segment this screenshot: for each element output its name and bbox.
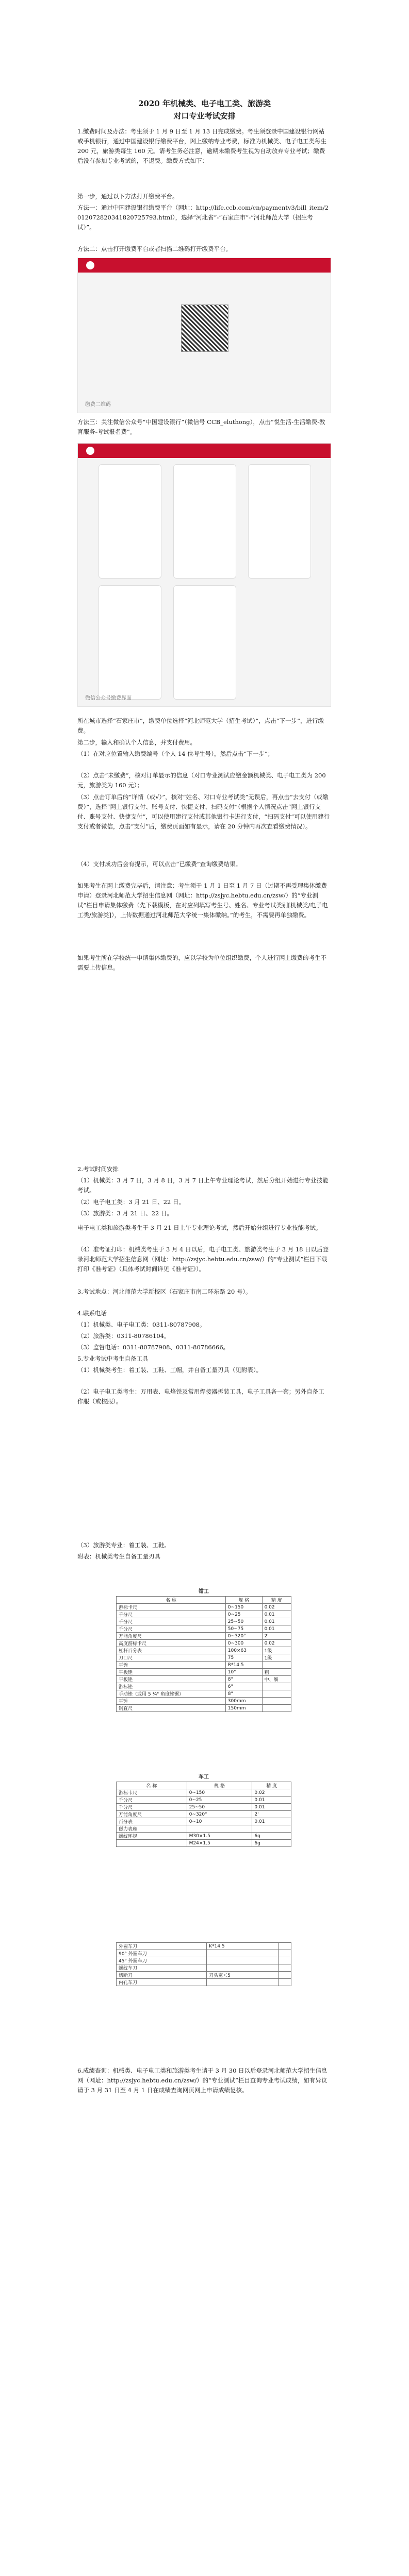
table-row: [117, 1633, 291, 1640]
table-cell: 千分尺: [117, 1804, 187, 1811]
wechat-screenshot: [77, 443, 331, 707]
table-header-row: [117, 1782, 291, 1789]
table-cell: 90° 外圆车刀: [117, 1950, 207, 1957]
school-payment-note: 如果考生所在学校统一申请集体缴费的，应以学校为单位组织缴费，个人进行网上缴费的考生不需要上传信息。: [77, 954, 326, 971]
table-cell: 45° 外圆车刀: [117, 1957, 207, 1964]
table-row: [117, 1943, 291, 1950]
table-cell: [262, 1698, 291, 1705]
payment-intro: 1.缴费时间及办法：考生须于 1 月 9 日至 1 月 13 日完成缴费。考生须登录中国建设银行网站或手机银行，通过中国建设银行缴费平台，网上缴纳专业考费，标准为机械类、电子电工类每生 200 元，旅游类每生 160 元。请考生务必注意，逾期未缴费考生视为自动放弃专业考试；缴费后没有参加专业考试的，不退费。缴费方式如下：: [77, 128, 326, 164]
phone-screen-3: [248, 464, 311, 579]
table-cell: 0.01: [252, 1804, 291, 1811]
table-row: [117, 1804, 291, 1811]
table-cell: 0.01: [262, 1611, 291, 1618]
ccb-header-bar: [78, 258, 331, 273]
table-cell: 螺纹环规: [117, 1833, 187, 1840]
table-cell: [262, 1705, 291, 1712]
table-cell: 1级: [262, 1654, 291, 1662]
table-cell: 千分尺: [117, 1611, 226, 1618]
table-row: [117, 1825, 291, 1833]
table-cell: 0.02: [262, 1604, 291, 1611]
table-header-cell: 精 度: [262, 1597, 291, 1604]
table-cell: 25~50: [225, 1618, 262, 1625]
table-cell: 0.01: [252, 1818, 291, 1825]
table-cell: 2': [262, 1633, 291, 1640]
table-cell: [279, 1972, 291, 1979]
table-cell: 50~75: [225, 1625, 262, 1633]
qr-caption: 缴费二维码: [85, 402, 111, 408]
table-row: [117, 1833, 291, 1840]
table-cell: 游标锉: [117, 1683, 226, 1690]
table-cell: R*14.5: [225, 1662, 262, 1669]
table-row: [117, 1640, 291, 1647]
tools-electrical: （2）电子电工类考生：万用表、电烙铁及常用焊接器拆装工具，电子工具各一套；另外自备工作服（或校服）。: [77, 1388, 324, 1405]
table-row: [117, 1676, 291, 1683]
ccb-logo-icon: [86, 261, 94, 269]
payment-method-3: 方法三：关注微信公众号“中国建设银行”（微信号 CCB_eluthong），点击“悦生活-生活缴费-教育服务-考试报名费”。: [77, 418, 325, 435]
table-row: [117, 1972, 291, 1979]
table-cell: 0.02: [262, 1640, 291, 1647]
table-cell: 75: [225, 1654, 262, 1662]
qr-code-icon[interactable]: [181, 304, 228, 352]
title-line-2: 对口专业考试安排: [173, 111, 236, 121]
admission-ticket-print: （4）准考证打印：机械类考生于 3 月 4 日以后，电子电工类、旅游类考生于 3 月 18 日以后登录河北师范大学招生信息网（网址：http://zsjyc.hebtu.edu.cn/zsw/）的“专业测试”栏目下载打印《准考证》（具体考试时间详见《准考证》）。: [77, 1246, 329, 1273]
table-cell: 300mm: [225, 1698, 262, 1705]
table-cell: [117, 1840, 187, 1847]
table-cell: 0.01: [262, 1625, 291, 1633]
payment-step-2-3: （3）点击订单后的“详情（或√）”，核对“姓名、对口专业考试类”无误后，再点击“去支付（或缴费）”，选择“网上银行支付、账号支付、快捷支付、扫码支付”（根据个人情况点击“网上银行支付、账号支付、快捷支付”，可以使用建行支付或其他银行卡进行支付，“扫码支付”可以使用建行支付或者微信，点击“支付”后，缴费页面如有显示，请在 20 分钟内再次查看缴费情况）。: [77, 793, 330, 830]
table-cell: 平板锉: [117, 1676, 226, 1683]
table-header-row: [117, 1597, 291, 1604]
wechat-logo-icon: [86, 447, 94, 455]
table-cell: [279, 1957, 291, 1964]
table-row: [117, 1618, 291, 1625]
table-row: [117, 1979, 291, 1986]
table-cell: 切断刀: [117, 1972, 207, 1979]
table-cell: [262, 1690, 291, 1698]
table-row: [117, 1669, 291, 1676]
table-cell: 万能角度尺: [117, 1633, 226, 1640]
table-cell: 150mm: [225, 1705, 262, 1712]
table-cell: [207, 1964, 279, 1972]
table-row: [117, 1625, 291, 1633]
table-cell: 刀口尺: [117, 1654, 226, 1662]
payment-unit-select: 所在城市选择“石家庄市”，缴费单位选择“河北师范大学（招生考试）”，点击“下一步”，进行缴费。: [77, 717, 324, 734]
table-cell: [252, 1825, 291, 1833]
table-row: [117, 1950, 291, 1957]
phone-screen-4: [99, 585, 161, 700]
table-cell: 0.02: [252, 1789, 291, 1797]
table-row: [117, 1654, 291, 1662]
lathe-cutters-table: [116, 1942, 291, 1986]
schedule-tourism: （3）旅游类：3 月 21 日、22 日。: [77, 1210, 173, 1217]
table-cell: 0~300: [225, 1640, 262, 1647]
table-cell: 0.01: [262, 1618, 291, 1625]
table-cell: 内孔车刀: [117, 1979, 207, 1986]
phone-screen-1: [99, 464, 161, 579]
table-cell: [279, 1950, 291, 1957]
table-header-cell: 规 格: [187, 1782, 252, 1789]
contact-supervision: （3）监督电话：0311-80787908、0311-80786666。: [77, 1344, 230, 1351]
score-query: 6.成绩查询：机械类、电子电工类和旅游类考生请于 3 月 30 日以后登录河北师范大学招生信息网（网址：http://zsjyc.hebtu.edu.cn/zsw/）的“专业测试”栏目查询专业考试成绩，如有异议请于 3 月 31 日至 4 月 1 日在成绩查询网页网上申请成绩复核。: [77, 2067, 328, 2094]
table-header-cell: 规 格: [225, 1597, 262, 1604]
wechat-header-bar: [78, 444, 331, 458]
table-cell: 游标卡尺: [117, 1789, 187, 1797]
group-payment-note: 如果考生在网上缴费完毕后，请注意：考生须于 1 月 1 日至 1 月 7 日（过期不再受理集体缴费申请）登录河北师范大学招生信息网（网址：http://zsjyc.hebtu.edu.cn/zsw/）的“专业测试”栏目申请集体缴费（先下载模板，在对应列填写考生号、姓名、专业考试类别[机械类/电子电工类/旅游类]），上传数据通过河北师范大学统一集体缴纳。”的考生，不需要再单独缴费。: [77, 882, 328, 919]
schedule-theory-note: 电子电工类和旅游类考生于 3 月 21 日上午专业理论考试，然后开始分组进行专业技能考试。: [77, 1224, 322, 1231]
table-cell: [262, 1662, 291, 1669]
table-cell: 百分表: [117, 1818, 187, 1825]
table-row: [117, 1705, 291, 1712]
table-header-cell: 精 度: [252, 1782, 291, 1789]
table-cell: 螺纹车刀: [117, 1964, 207, 1972]
table-caption: 钳工: [199, 1589, 209, 1595]
table-cell: 千分尺: [117, 1618, 226, 1625]
table-header-cell: 名 称: [117, 1782, 187, 1789]
payment-step-2: 第二步，输入和确认个人信息，并支付费用。: [77, 739, 196, 746]
table-cell: 0.01: [252, 1797, 291, 1804]
table-header-cell: 名 称: [117, 1597, 226, 1604]
table-cell: 千分尺: [117, 1797, 187, 1804]
schedule-electrical: （2）电子电工类：3 月 21 日、22 日。: [77, 1198, 185, 1206]
table-cell: [279, 1979, 291, 1986]
contact-mechanical: （1）机械类、电子电工类：0311-80787908。: [77, 1321, 206, 1328]
table-cell: 0~10: [187, 1818, 252, 1825]
payment-method-1: 方法一：通过中国建设银行缴费平台（网址：http://life.ccb.com/cn/paymentv3/bill_item/20120728203418207257​93.html），选择“河北省”-“石家庄市”-“河北师范大学（招生考试）”。: [77, 204, 329, 231]
table-cell: 6g: [252, 1833, 291, 1840]
wechat-caption: 微信公众号缴费界面: [85, 696, 132, 701]
table-row: [117, 1818, 291, 1825]
contact-tourism: （2）旅游类：0311-80786104。: [77, 1332, 170, 1340]
table-cell: 万能角度尺: [117, 1811, 187, 1818]
table-cell: M24×1.5: [187, 1840, 252, 1847]
table-cell: [207, 1950, 279, 1957]
tools-tourism: （3）旅游类专业：着工装、工鞋。: [77, 1541, 170, 1549]
table-row: [117, 1797, 291, 1804]
table-cell: 0~25: [187, 1797, 252, 1804]
table-cell: [279, 1943, 291, 1950]
table-cell: 钢直尺: [117, 1705, 226, 1712]
table-cell: 2': [252, 1811, 291, 1818]
table-row: [117, 1789, 291, 1797]
table-cell: 100×63: [225, 1647, 262, 1654]
qr-screenshot: [77, 258, 331, 413]
table-row: [117, 1840, 291, 1847]
table-row: [117, 1683, 291, 1690]
exam-schedule-heading: 2.考试时间安排: [77, 1165, 119, 1173]
table-cell: 10": [225, 1669, 262, 1676]
lathe-tools-table: [116, 1772, 291, 1847]
table-row: [117, 1698, 291, 1705]
table-caption: 车工: [199, 1774, 209, 1780]
table-cell: 手动锉（或用 5 ¼" 角度锉锯）: [117, 1690, 226, 1698]
table-cell: 游标卡尺: [117, 1604, 226, 1611]
table-cell: 中、细: [262, 1676, 291, 1683]
table-cell: [207, 1979, 279, 1986]
payment-method-2: 方法二：点击打开缴费平台或者扫描二维码打开缴费平台。: [77, 245, 232, 252]
table-row: [117, 1964, 291, 1972]
table-cell: [262, 1683, 291, 1690]
table-cell: 粗: [262, 1669, 291, 1676]
title-line-1: 2020 年机械类、电子电工类、旅游类: [138, 99, 271, 108]
phone-screen-2: [173, 464, 236, 579]
table-cell: 磁力表座: [117, 1825, 187, 1833]
table-cell: [207, 1957, 279, 1964]
payment-step-2-4: （4）支付成功后会有提示，可以点击“已缴费”查询缴费结果。: [77, 860, 242, 868]
table-row: [117, 1957, 291, 1964]
table-cell: 8": [225, 1690, 262, 1698]
table-cell: 高度游标卡尺: [117, 1640, 226, 1647]
payment-step-2-1: （1）在对应位置输入缴费编号（个人 14 位考生号），然后点击“下一步”；: [77, 750, 274, 757]
table-cell: 1级: [262, 1647, 291, 1654]
payment-step-1: 第一步，通过以下方法打开缴费平台。: [77, 193, 178, 200]
table-cell: 0~320°: [187, 1811, 252, 1818]
table-cell: 0~25: [225, 1611, 262, 1618]
table-cell: [279, 1964, 291, 1972]
table-cell: 25~50: [187, 1804, 252, 1811]
table-cell: 外圆车刀: [117, 1943, 207, 1950]
appendix-title: 附表：机械类考生自备工量刃具: [77, 1553, 160, 1560]
table-cell: 平板锉: [117, 1669, 226, 1676]
table-row: [117, 1604, 291, 1611]
table-row: [117, 1611, 291, 1618]
table-row: [117, 1647, 291, 1654]
payment-step-2-2: （2）点击“未缴费”，核对订单显示的信息（对口专业测试应缴金额机械类、电子电工类为 200 元，旅游类为 160 元）；: [77, 772, 326, 789]
contact-heading: 4.联系电话: [77, 1310, 107, 1317]
table-cell: 千分尺: [117, 1625, 226, 1633]
table-row: [117, 1811, 291, 1818]
table-cell: 刀头宽＜5: [207, 1972, 279, 1979]
table-cell: 杠杆百分表: [117, 1647, 226, 1654]
exam-location: 3.考试地点：河北师范大学新校区（石家庄市南二环东路 20 号）。: [77, 1288, 252, 1295]
table-cell: 0~320°: [225, 1633, 262, 1640]
table-row: [117, 1690, 291, 1698]
table-row: [117, 1662, 291, 1669]
table-cell: M30×1.5: [187, 1833, 252, 1840]
table-cell: K*14.5: [207, 1943, 279, 1950]
table-cell: 0~150: [225, 1604, 262, 1611]
table-cell: 6": [225, 1683, 262, 1690]
schedule-mechanical: （1）机械类：3 月 7 日，3 月 8 日，3 月 7 日上午专业理论考试，然后分组开始进行专业技能考试。: [77, 1177, 329, 1194]
tools-mechanical: （1）机械类考生：着工装、工鞋、工帽，并自备工量刃具（见附表）。: [77, 1366, 263, 1374]
fitter-tools-table: [116, 1587, 291, 1712]
table-cell: 0~150: [187, 1789, 252, 1797]
phone-screen-5: [173, 585, 236, 700]
table-cell: 平锉: [117, 1662, 226, 1669]
table-cell: 平锤: [117, 1698, 226, 1705]
table-cell: 6g: [252, 1840, 291, 1847]
tools-heading: 5.专业考试中考生自备工具: [77, 1355, 149, 1362]
table-cell: [187, 1825, 252, 1833]
table-cell: 8": [225, 1676, 262, 1683]
